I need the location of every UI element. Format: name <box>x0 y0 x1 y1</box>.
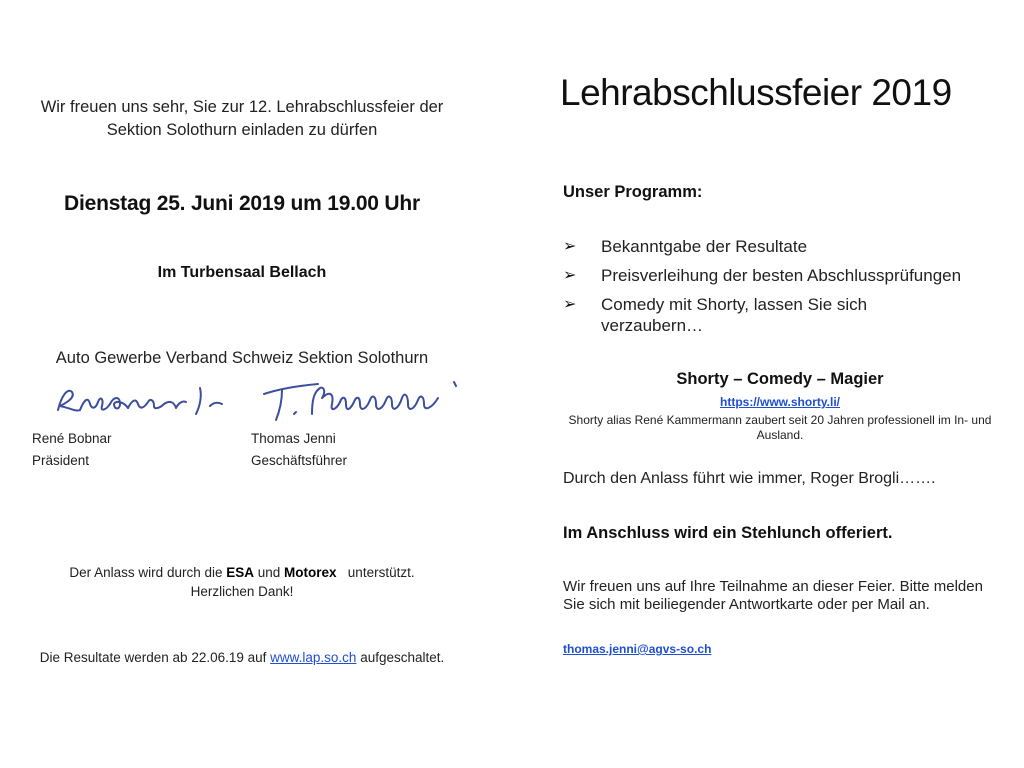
arrow-bullet-icon: ➢ <box>563 296 577 313</box>
shorty-link[interactable]: https://www.shorty.li/ <box>720 395 840 409</box>
invite-text: Wir freuen uns auf Ihre Teilnahme an dieser Feier. Bitte melden Sie sich mit beiliegender Antwortkarte oder per Mail an. <box>563 578 983 613</box>
program-heading: Unser Programm: <box>563 183 703 201</box>
arrow-bullet-icon: ➢ <box>563 267 577 284</box>
results-link[interactable]: www.lap.so.ch <box>270 650 357 665</box>
signer-role-2: Geschäftsführer <box>251 453 348 468</box>
sponsors-suffix: unterstützt. <box>336 565 415 580</box>
moderator-text: Durch den Anlass führt wie immer, Roger Brogli……. <box>563 470 936 487</box>
signer-name-2: Thomas Jenni <box>251 431 336 446</box>
program-item-text: Bekanntgabe der Resultate <box>601 237 808 256</box>
arrow-bullet-icon: ➢ <box>563 238 577 255</box>
results-note <box>22 650 462 665</box>
program-list <box>563 236 963 344</box>
lunch-text: Im Anschluss wird ein Stehlunch offeriert. <box>563 524 893 542</box>
results-prefix: Die Resultate werden ab 22.06.19 auf <box>39 650 271 665</box>
signer-names-row <box>32 428 452 450</box>
list-item <box>563 265 963 286</box>
list-item <box>563 236 963 257</box>
shorty-description: Shorty alias René Kammermann zaubert seit 20 Jahren professionell im In- und Ausland. <box>568 413 992 442</box>
sponsors-middle: und <box>254 565 285 580</box>
event-venue: Im Turbensaal Bellach <box>157 264 327 281</box>
sponsors-prefix: Der Anlass wird durch die <box>69 565 227 580</box>
sponsor-esa: ESA <box>226 565 254 580</box>
signer-name-1: René Bobnar <box>32 431 112 446</box>
organization-name: Auto Gewerbe Verband Schweiz Sektion Solothurn <box>55 349 429 367</box>
signer-roles-row <box>32 450 452 472</box>
sponsors-note <box>22 563 462 601</box>
email-link[interactable]: thomas.jenni@agvs-so.ch <box>563 642 712 656</box>
thanks-text: Herzlichen Dank! <box>190 584 294 599</box>
shorty-title: Shorty – Comedy – Magier <box>676 370 884 388</box>
program-item-text: Preisverleihung der besten Abschlussprüfungen <box>601 266 962 285</box>
signatures-image <box>50 374 470 426</box>
sponsors-line <box>22 563 462 582</box>
intro-text: Wir freuen uns sehr, Sie zur 12. Lehrabschlussfeier der Sektion Solothurn einladen zu dürfen <box>40 98 444 139</box>
signers-block <box>32 428 452 472</box>
event-date: Dienstag 25. Juni 2019 um 19.00 Uhr <box>64 192 420 215</box>
signer-role-1: Präsident <box>32 453 90 468</box>
page-title: Lehrabschlussfeier 2019 <box>560 72 952 113</box>
sponsor-motorex: Motorex <box>284 565 337 580</box>
program-item-text: Comedy mit Shorty, lassen Sie sich verzaubern… <box>601 295 868 335</box>
results-suffix: aufgeschaltet. <box>356 650 445 665</box>
list-item <box>563 294 963 336</box>
